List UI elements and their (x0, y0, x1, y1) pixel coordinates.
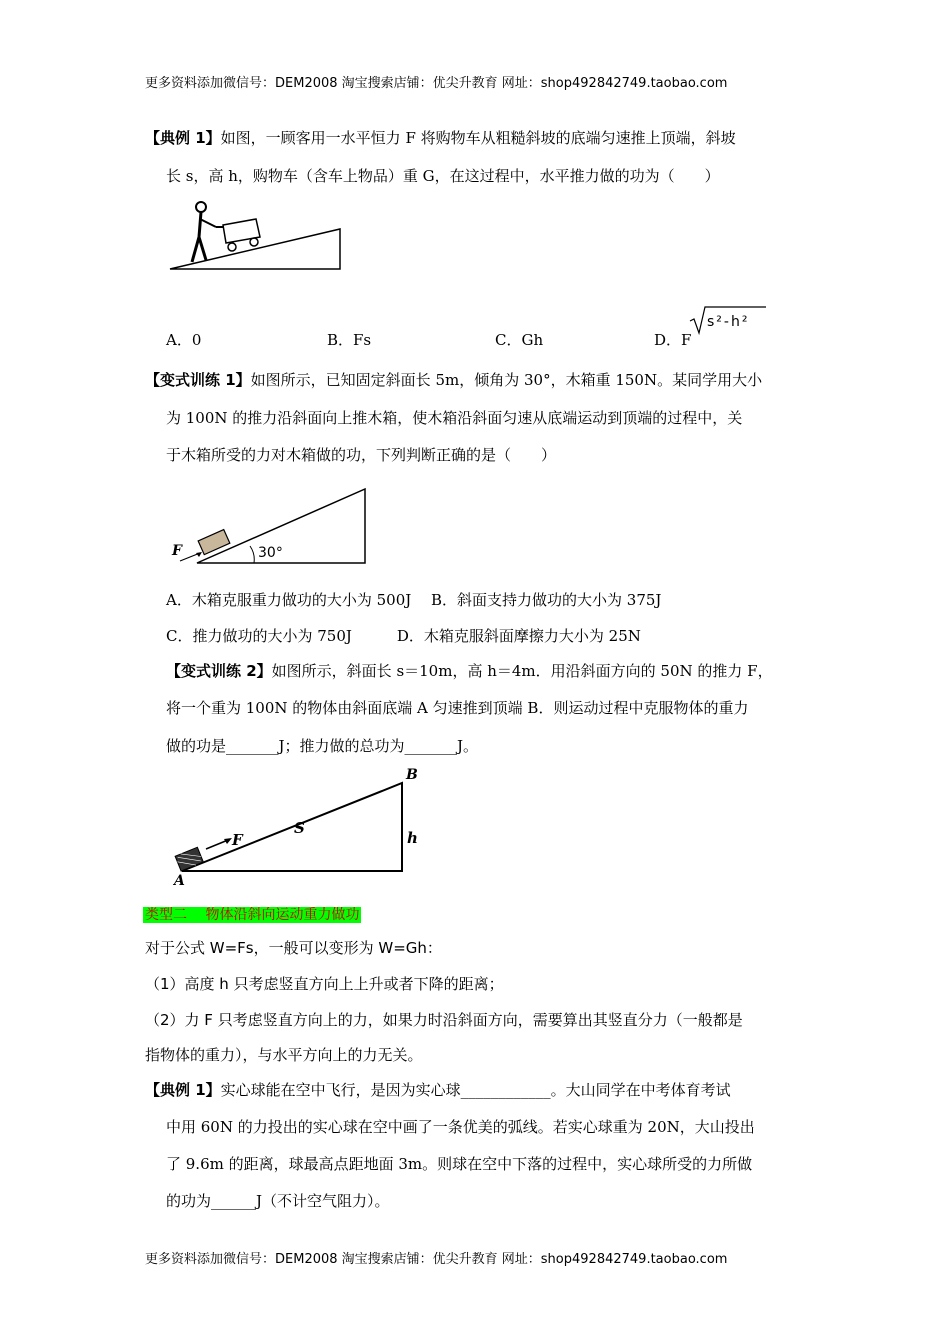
type2-point2a: （2）力 F 只考虑竖直方向上的力，如果力时沿斜面方向，需要算出其竖直分力（一般都是 (145, 1011, 743, 1029)
height-h-label: h (407, 829, 418, 847)
force-f-label: F (232, 831, 243, 849)
slope-ab-figure (170, 765, 430, 889)
type2-title-row (143, 904, 361, 925)
inclined-box-figure (172, 487, 372, 567)
example1-option-d: D．F (654, 331, 692, 349)
variant2-line1 (166, 661, 773, 681)
example1-option-b: B．Fs (327, 331, 372, 349)
shopping-cart-slope-figure (168, 197, 343, 272)
example2-line2: 中用 60N 的力投出的实心球在空中画了一条优美的弧线。若实心球重为 20N，大山投出 (166, 1118, 755, 1136)
example2-line3: 了 9.6m 的距离，球最高点距地面 3m。则球在空中下落的过程中，实心球所受的力所做 (166, 1155, 753, 1173)
page-footer: 更多资料添加微信号：DEM2008 淘宝搜索店铺：优尖升教育 网址：shop492842749.taobao.com (145, 1252, 728, 1267)
example2-text1: 实心球能在空中飞行，是因为实心球____________。大山同学在中考体育考试 (220, 1081, 731, 1099)
example1-option-c: C．Gh (495, 331, 544, 349)
angle-label: 30° (258, 545, 283, 561)
page-header: 更多资料添加微信号：DEM2008 淘宝搜索店铺：优尖升教育 网址：shop492842749.taobao.com (145, 76, 728, 91)
example1-line1 (145, 128, 736, 148)
example1-option-a: A．0 (166, 331, 202, 349)
variant1-line1 (145, 370, 762, 390)
example1-line2: 长 s，高 h，购物车（含车上物品）重 G，在这过程中，水平推力做的功为（ ） (166, 167, 720, 185)
example2-line4: 的功为______J（不计空气阻力）。 (166, 1192, 390, 1210)
example1-text1: 如图，一顾客用一水平恒力 F 将购物车从粗糙斜坡的底端匀速推上顶端，斜坡 (220, 129, 736, 147)
variant1-options-row2: C．推力做功的大小为 750J D．木箱克服斜面摩擦力大小为 25N (166, 627, 641, 645)
variant2-tag: 【变式训练 2】 (166, 662, 272, 680)
type2-point2b: 指物体的重力），与水平方向上的力无关。 (145, 1046, 423, 1064)
force-label: F (172, 543, 182, 559)
type2-title: 类型二 物体沿斜向运动重力做功 (145, 907, 360, 923)
variant2-text1: 如图所示，斜面长 s＝10m，高 h＝4m．用沿斜面方向的 50N 的推力 F， (271, 662, 773, 680)
point-b-label: B (406, 767, 418, 783)
type2-intro: 对于公式 W=Fs，一般可以变形为 W=Gh： (145, 939, 442, 957)
variant1-text1: 如图所示，已知固定斜面长 5m，倾角为 30°，木箱重 150N。某同学用大小 (250, 371, 763, 389)
variant2-line2: 将一个重为 100N 的物体由斜面底端 A 匀速推到顶端 B．则运动过程中克服物体的重力 (166, 699, 749, 717)
example1-tag: 【典例 1】 (145, 129, 221, 147)
length-s-label: S (294, 819, 305, 837)
variant1-tag: 【变式训练 1】 (145, 371, 251, 389)
example2-line1 (145, 1080, 731, 1100)
sqrt-expression: s²-h² (707, 314, 750, 330)
variant1-line3: 于木箱所受的力对木箱做的功，下列判断正确的是（ ） (166, 446, 557, 464)
type2-point1: （1）高度 h 只考虑竖直方向上上升或者下降的距离； (145, 975, 504, 993)
variant2-line3: 做的功是_______J；推力做的总功为_______J。 (166, 737, 479, 755)
variant1-options-row1: A．木箱克服重力做功的大小为 500J B．斜面支持力做功的大小为 375J (166, 591, 662, 609)
point-a-label: A (174, 873, 185, 889)
variant1-line2: 为 100N 的推力沿斜面向上推木箱，使木箱沿斜面匀速从底端运动到顶端的过程中，关 (166, 409, 743, 427)
example2-tag: 【典例 1】 (145, 1081, 221, 1099)
